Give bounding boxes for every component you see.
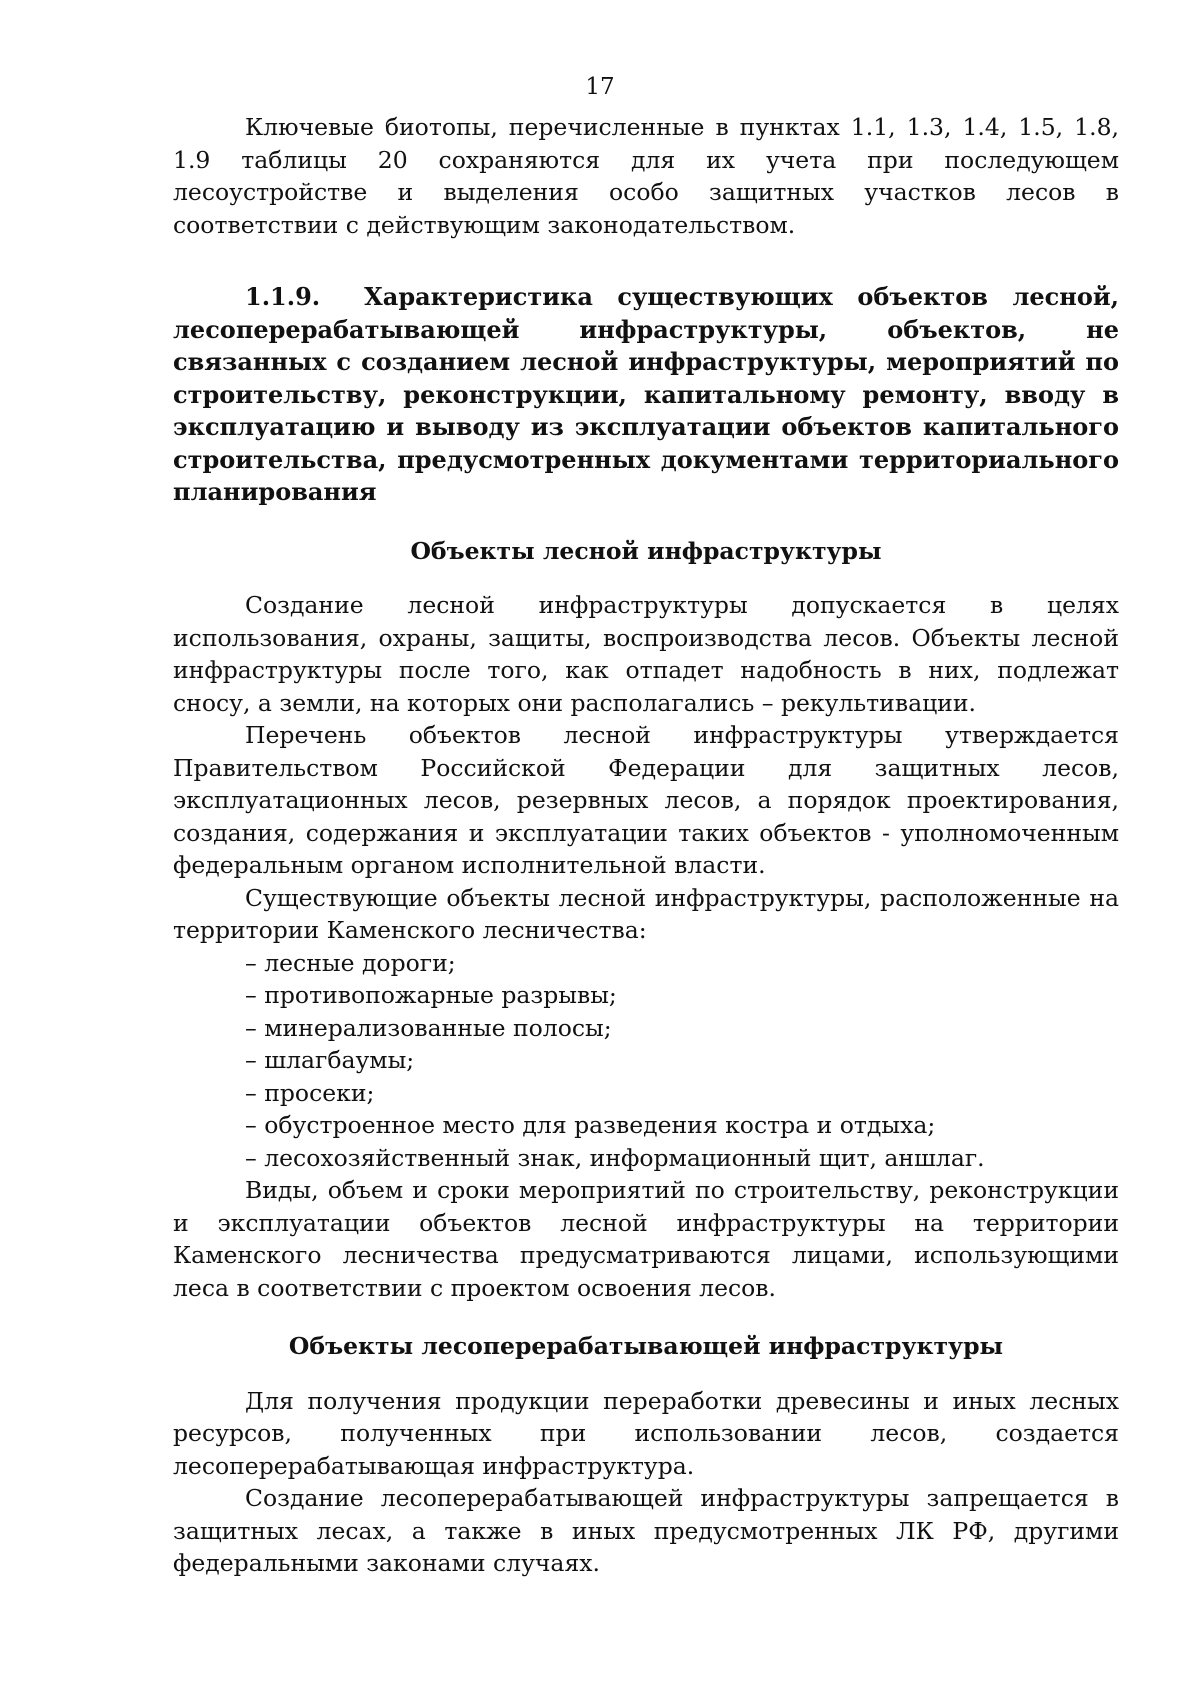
list-item: – лесохозяйственный знак, информационный щит, аншлаг.	[245, 1143, 985, 1172]
paragraph: Для получения продукции переработки древесины и иных лесных ресурсов, полученных при использовании лесов, создается лесоперерабатывающая инфраструктура.	[173, 1386, 1119, 1480]
list-item: – шлагбаумы;	[245, 1046, 415, 1074]
page-number: 17	[585, 74, 615, 100]
paragraph: Создание лесоперерабатывающей инфраструктуры запрещается в защитных лесах, а также в иных предусмотренных ЛК РФ, другими федеральными законами случаях.	[173, 1484, 1119, 1577]
list-item: – лесные дороги;	[245, 948, 456, 977]
infrastructure-list	[173, 947, 1119, 1175]
forest-infrastructure-title: Объекты лесной инфраструктуры	[410, 536, 882, 565]
section-title: Характеристика существующих объектов лесной, лесоперерабатывающей инфраструктуры, объектов, не связанных с созданием лесной инфраструктуры, мероприятий по строительству, реконструкции, капитальному ремонту, вводу в эксплуатацию и выводу из эксплуатации объектов капитального строительства, предусмотренных документами территориального планирования	[173, 282, 1119, 506]
intro-paragraph: Ключевые биотопы, перечисленные в пунктах 1.1, 1.3, 1.4, 1.5, 1.8, 1.9 таблицы 20 сохраняются для их учета при последующем лесоустройстве и выделения особо защитных участков лесов в соответствии с действующим законодательством.	[173, 113, 1119, 239]
paragraph: Существующие объекты лесной инфраструктуры, расположенные на территории Каменского лесничества:	[173, 883, 1119, 944]
list-item: – минерализованные полосы;	[245, 1013, 612, 1042]
page-content	[173, 111, 1119, 1580]
list-item: – противопожарные разрывы;	[245, 981, 617, 1009]
paragraph: Виды, объем и сроки мероприятий по строительству, реконструкции и эксплуатации объектов лесной инфраструктуры на территории Каменского лесничества предусматриваются лицами, использующими леса в соответствии с проектом освоения лесов.	[173, 1176, 1119, 1302]
list-item: – обустроенное место для разведения костра и отдыха;	[245, 1111, 936, 1139]
paragraph: Перечень объектов лесной инфраструктуры утверждается Правительством Российской Федерации для защитных лесов, эксплуатационных лесов, резервных лесов, а порядок проектирования, создания, содержания и эксплуатации таких объектов - уполномоченным федеральным органом исполнительной власти.	[173, 721, 1119, 879]
section-number: 1.1.9.	[245, 282, 321, 311]
list-item: – просеки;	[245, 1078, 375, 1107]
section-heading	[173, 281, 1119, 509]
paragraph: Создание лесной инфраструктуры допускается в целях использования, охраны, защиты, воспроизводства лесов. Объекты лесной инфраструктуры после того, как отпадет надобность в них, подлежат сносу, а земли, на которых они располагались – рекультивации.	[173, 591, 1119, 717]
wood-processing-infrastructure-title: Объекты лесоперерабатывающей инфраструктуры	[288, 1332, 1004, 1360]
